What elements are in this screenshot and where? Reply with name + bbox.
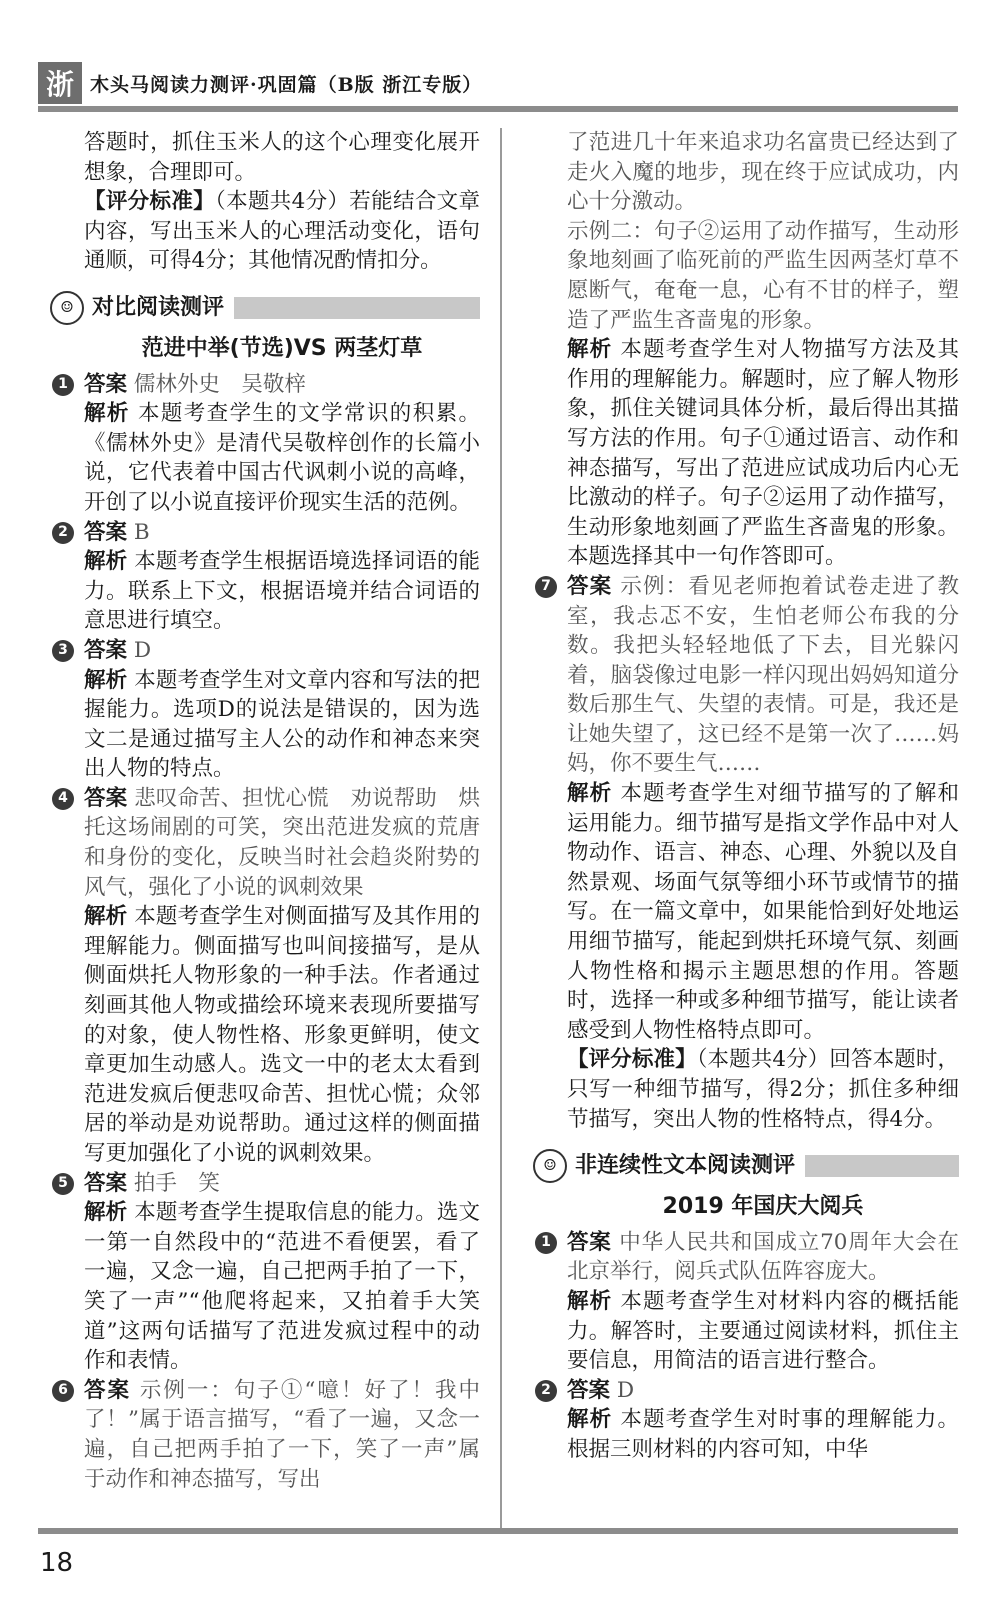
section-title: 对比阅读测评 <box>92 295 225 321</box>
answer-line <box>84 518 480 548</box>
analysis-line <box>84 666 480 784</box>
answer-label: 答案 <box>567 1377 611 1403</box>
analysis-line <box>567 335 959 572</box>
answer-label: 答案 <box>84 1377 132 1403</box>
analysis-line <box>567 779 959 1045</box>
section-header-comparative <box>50 288 480 328</box>
answer-line <box>84 784 480 902</box>
item-number-badge: 1 <box>535 1232 557 1254</box>
section-bar <box>805 1155 959 1177</box>
scoring-standard <box>567 1045 959 1134</box>
answer-text: 儒林外史 吴敬梓 <box>133 371 306 397</box>
analysis-label: 解析 <box>84 1200 128 1226</box>
analysis-text: 本题考查学生对人物描写方法及其作用的理解能力。解题时，应了解人物形象，抓住关键词具体分析，最后得出其描写方法的作用。句子①通过语言、动作和神态描写，写出了范进应试成功后内心无比激动的样子。句子②运用了动作描写，生动形象地刻画了严监生吝啬鬼的形象。本题选择其中一句作答即可。 <box>567 337 959 570</box>
answer-line <box>567 1228 959 1287</box>
answer-label: 答案 <box>84 371 128 397</box>
footer-rule <box>38 1528 958 1534</box>
answer-line <box>84 1376 480 1494</box>
answer-line <box>84 1169 480 1199</box>
answer-item-3 <box>58 636 480 784</box>
section-header-noncontinuous <box>533 1146 959 1186</box>
answer-item-r2 <box>541 1376 959 1465</box>
answer-text: 拍手 笑 <box>133 1170 220 1196</box>
item-number-badge: 2 <box>52 522 74 544</box>
answer-text: 示例：看见老师抱着试卷走进了教室，我忐忑不安，生怕老师公布我的分数。我把头轻轻地低了下去，目光躲闪着，脑袋像过电影一样闪现出妈妈知道分数后那生气、失望的表情。可是，我还是让她失望了，这已经不是第一次了……妈妈，你不要生气…… <box>567 573 959 777</box>
answer-label: 答案 <box>84 519 128 545</box>
province-badge: 浙 <box>38 62 82 104</box>
answer-item-1 <box>58 370 480 518</box>
continuation-text: 了范进几十年来追求功名富贵已经达到了走火入魔的地步，现在终于应试成功，内心十分激动。 <box>567 130 959 215</box>
answer-label: 答案 <box>567 573 613 599</box>
analysis-text: 本题考查学生对时事的理解能力。根据三则材料的内容可知，中华 <box>567 1407 959 1462</box>
answer-label: 答案 <box>567 1229 612 1255</box>
answer-item-2 <box>58 518 480 636</box>
left-column <box>58 128 480 1494</box>
answer-text: 悲叹命苦、担忧心慌 劝说帮助 烘托这场闹剧的可笑，突出范进发疯的荒唐和身份的变化，反映当时社会趋炎附势的风气，强化了小说的讽刺效果 <box>84 785 480 900</box>
answer-text: D <box>616 1377 635 1403</box>
scoring-tag: 【评分标准】 <box>84 189 216 215</box>
analysis-line <box>84 547 480 636</box>
page-header <box>38 62 958 104</box>
section-bar <box>234 297 480 319</box>
analysis-label: 解析 <box>84 549 128 575</box>
item-number-badge: 4 <box>52 788 74 810</box>
answer-text: D <box>133 637 152 663</box>
item-number-badge: 5 <box>52 1173 74 1195</box>
answer-label: 答案 <box>84 1170 128 1196</box>
analysis-text: 本题考查学生提取信息的能力。选文一第一自然段中的“范进不看便罢，看了一遍，又念一遍，自己把两手拍了一下，笑了一声”“他爬将起来，又拍着手大笑道”这两句话描写了范进发疯过程中的动作和表情。 <box>84 1200 480 1374</box>
answer-line <box>567 1376 959 1406</box>
article-title: 范进中举(节选)VS 两茎灯草 <box>141 335 423 361</box>
answer-item-4 <box>58 784 480 1169</box>
analysis-text: 本题考查学生对文章内容和写法的把握能力。选项D的说法是错误的，因为选文二是通过描写主人公的动作和神态来突出人物的特点。 <box>84 667 480 782</box>
header-rule <box>38 106 958 112</box>
analysis-line <box>567 1287 959 1376</box>
analysis-label: 解析 <box>84 667 128 693</box>
column-divider <box>500 128 502 1528</box>
item-number-badge: 1 <box>52 374 74 396</box>
analysis-text: 本题考查学生的文学常识的积累。《儒林外史》是清代吴敬梓创作的长篇小说，它代表着中国古代讽刺小说的高峰，开创了以小说直接评价现实生活的范例。 <box>84 401 480 515</box>
answer-line <box>84 636 480 666</box>
page-number: 18 <box>40 1548 74 1578</box>
analysis-label: 解析 <box>567 781 613 807</box>
answer-text: 中华人民共和国成立70周年大会在北京举行，阅兵式队伍阵容庞大。 <box>567 1229 959 1285</box>
right-column <box>541 128 959 1465</box>
answer-text: B <box>133 519 150 545</box>
answer-item-5 <box>58 1169 480 1376</box>
reader-face-icon: ☺ <box>50 291 84 325</box>
scoring-tag: 【评分标准】 <box>567 1047 697 1073</box>
analysis-line <box>84 902 480 1168</box>
analysis-line <box>84 1198 480 1376</box>
running-title: 木头马阅读力测评·巩固篇（B版 浙江专版） <box>90 74 483 96</box>
continuation-text: 答题时，抓住玉米人的这个心理变化展开想象，合理即可。 <box>84 130 480 185</box>
analysis-text: 本题考查学生对材料内容的概括能力。解答时，主要通过阅读材料，抓住主要信息，用简洁的语言进行整合。 <box>567 1288 959 1374</box>
article-title: 2019 年国庆大阅兵 <box>662 1194 864 1220</box>
answer-item-6 <box>58 1376 480 1494</box>
analysis-label: 解析 <box>567 337 613 363</box>
answer-label: 答案 <box>84 785 128 811</box>
analysis-text: 本题考查学生根据语境选择词语的能力。联系上下文，根据语境并结合词语的意思进行填空。 <box>84 549 480 634</box>
analysis-label: 解析 <box>84 904 128 930</box>
analysis-label: 解析 <box>84 401 130 427</box>
answer-text: 示例一：句子①“噫！好了！我中了！”属于语言描写，“看了一遍，又念一遍，自己把两手拍了一下，笑了一声”属于动作和神态描写，写出 <box>84 1377 480 1492</box>
scoring-standard <box>84 187 480 276</box>
section-title: 非连续性文本阅读测评 <box>575 1153 796 1179</box>
analysis-label: 解析 <box>567 1288 613 1314</box>
item-number-badge: 6 <box>52 1380 74 1402</box>
analysis-line <box>567 1405 959 1464</box>
scoring-text: （本题共4分）若能结合文章内容，写出玉米人的心理活动变化，语句通顺，可得4分；其他情况酌情扣分。 <box>84 189 480 274</box>
scoring-text: （本题共4分）回答本题时，只写一种细节描写，得2分；抓住多种细节描写，突出人物的性格特点，得4分。 <box>567 1047 959 1132</box>
answer-line <box>567 572 959 779</box>
answer-item-r1 <box>541 1228 959 1376</box>
analysis-text: 本题考查学生对侧面描写及其作用的理解能力。侧面描写也叫间接描写，是从侧面烘托人物形象的一种手法。作者通过刻画其他人物或描绘环境来表现所要描写的对象，使人物性格、形象更鲜明，使文章更加生动感人。选文一中的老太太看到范进发疯后便悲叹命苦、担忧心慌；众邻居的举动是劝说帮助。通过这样的侧面描写更加强化了小说的讽刺效果。 <box>84 904 480 1166</box>
answer-item-7 <box>541 572 959 1134</box>
answer-line <box>84 370 480 400</box>
reader-face-icon: ☺ <box>533 1149 567 1183</box>
example-two-text: 示例二：句子②运用了动作描写，生动形象地刻画了临死前的严监生因两茎灯草不愿断气，奄奄一息，心有不甘的样子，塑造了严监生吝啬鬼的形象。 <box>567 218 959 333</box>
item-number-badge: 7 <box>535 576 557 598</box>
analysis-line <box>84 399 480 517</box>
analysis-text: 本题考查学生对细节描写的了解和运用能力。细节描写是指文学作品中对人物动作、语言、神态、心理、外貌以及自然景观、场面气氛等细小环节或情节的描写。在一篇文章中，如果能恰到好处地运用细节描写，能起到烘托环境气氛、刻画人物性格和揭示主题思想的作用。答题时，选择一种或多种细节描写，能让读者感受到人物性格特点即可。 <box>567 781 959 1043</box>
analysis-label: 解析 <box>567 1407 613 1433</box>
item-number-badge: 2 <box>535 1380 557 1402</box>
item-number-badge: 3 <box>52 640 74 662</box>
answer-label: 答案 <box>84 637 128 663</box>
